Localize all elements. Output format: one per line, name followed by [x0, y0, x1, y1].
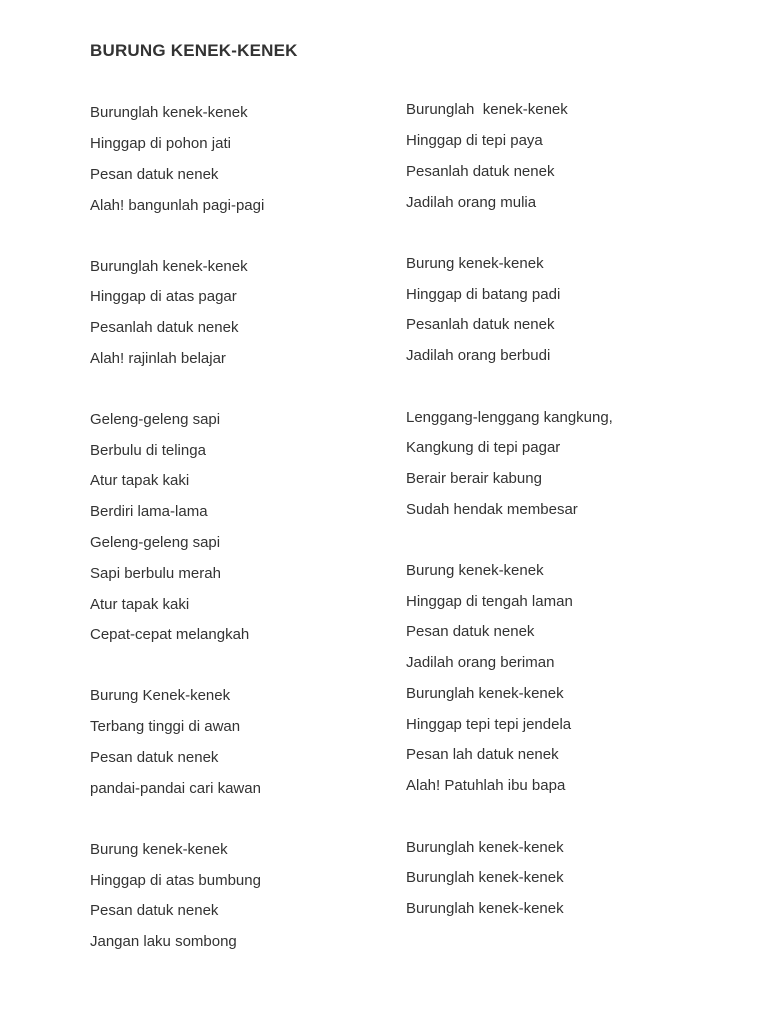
poem-line: Geleng-geleng sapi — [90, 534, 221, 551]
poem-line: Berair berair kabung — [406, 470, 542, 487]
poem-line: Hinggap di atas pagar — [90, 288, 237, 305]
poem-line: Cepat-cepat melangkah — [90, 626, 250, 643]
poem-line: Pesan datuk nenek — [90, 902, 219, 919]
poem-line: Atur tapak kaki — [90, 596, 190, 613]
poem-line: Pesan datuk nenek — [90, 166, 219, 183]
poem-line: Hinggap di atas bumbung — [90, 872, 261, 889]
poem-line: Burung kenek-kenek — [90, 841, 228, 858]
poem-line: Burung Kenek-kenek — [90, 687, 231, 704]
poem-line: Hinggap di batang padi — [406, 286, 561, 303]
poem-line: Alah! bangunlah pagi-pagi — [90, 197, 265, 214]
poem-line: Sudah hendak membesar — [406, 501, 578, 518]
poem-line: Pesanlah datuk nenek — [406, 163, 555, 180]
poem-line: Pesan datuk nenek — [406, 623, 535, 640]
poem-line: Jangan laku sombong — [90, 933, 237, 950]
poem-line: Burunglah kenek-kenek — [90, 104, 248, 121]
poem-line: Pesan datuk nenek — [90, 749, 219, 766]
poem-line: Hinggap di tepi paya — [406, 132, 543, 149]
poem-line: Burunglah kenek-kenek — [406, 839, 564, 856]
poem-line: Geleng-geleng sapi — [90, 411, 221, 428]
poem-line: Alah! Patuhlah ibu bapa — [406, 777, 566, 794]
poem-line: Burunglah kenek-kenek — [406, 101, 568, 118]
poem-line: Alah! rajinlah belajar — [90, 350, 226, 367]
poem-line: Jadilah orang beriman — [406, 654, 555, 671]
page-title: BURUNG KENEK-KENEK — [90, 41, 298, 60]
poem-line: Burunglah kenek-kenek — [406, 685, 564, 702]
poem-line: Jadilah orang berbudi — [406, 347, 551, 364]
poem-line: Hinggap tepi tepi jendela — [406, 716, 572, 733]
poem-line: Pesanlah datuk nenek — [90, 319, 239, 336]
poem-line: pandai-pandai cari kawan — [90, 780, 261, 797]
poem-line: Pesan lah datuk nenek — [406, 746, 559, 763]
poem-line: Pesanlah datuk nenek — [406, 316, 555, 333]
poem-line: Hinggap di pohon jati — [90, 135, 231, 152]
poem-line: Atur tapak kaki — [90, 472, 190, 489]
poem-line: Sapi berbulu merah — [90, 565, 221, 582]
poem-line: Burunglah kenek-kenek — [406, 869, 564, 886]
poem-line: Burung kenek-kenek — [406, 255, 544, 272]
poem-line: Berbulu di telinga — [90, 442, 206, 459]
poem-line: Berdiri lama-lama — [90, 503, 208, 520]
poem-line: Burung kenek-kenek — [406, 562, 544, 579]
poem-line: Lenggang-lenggang kangkung, — [406, 409, 613, 426]
poem-line: Kangkung di tepi pagar — [406, 439, 561, 456]
poem-line: Jadilah orang mulia — [406, 194, 537, 211]
poem-line: Hinggap di tengah laman — [406, 593, 573, 610]
poem-line: Terbang tinggi di awan — [90, 718, 241, 735]
poem-line: Burunglah kenek-kenek — [90, 258, 248, 275]
poem-line: Burunglah kenek-kenek — [406, 900, 564, 917]
